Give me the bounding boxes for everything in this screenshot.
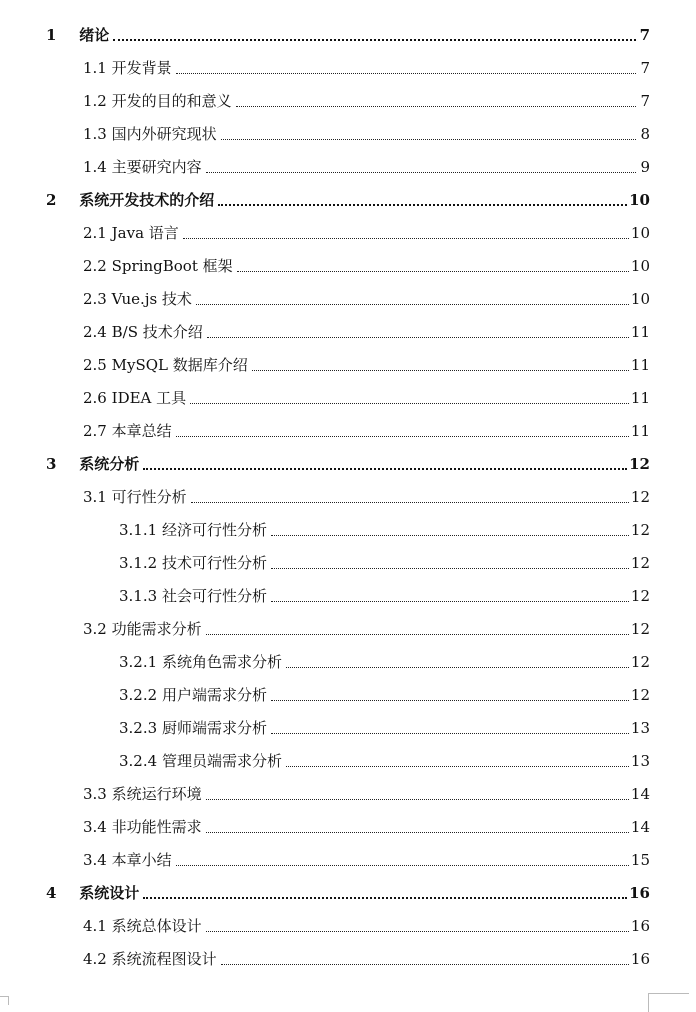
toc-entry-number: 2.6 xyxy=(83,389,107,407)
toc-entry-number: 3.2.1 xyxy=(119,653,158,671)
toc-entry-title xyxy=(83,158,204,176)
dot-leader xyxy=(176,864,629,866)
toc-entry-number: 3.2.3 xyxy=(119,719,158,737)
toc-entry-page-number: 16 xyxy=(630,917,650,935)
toc-entry-label: IDEA 工具 xyxy=(111,389,187,407)
dot-leader xyxy=(113,38,636,41)
toc-entry-title xyxy=(119,554,269,572)
toc-entry-page-number: 13 xyxy=(630,752,650,770)
toc-entry-3-4[interactable] xyxy=(83,812,650,836)
dot-leader xyxy=(237,270,629,272)
dot-leader xyxy=(206,831,629,833)
toc-entry-page-number: 16 xyxy=(629,884,650,902)
toc-entry-page-number: 11 xyxy=(630,323,650,341)
toc-entry-label: 主要研究内容 xyxy=(111,158,202,176)
toc-entry-label: 系统开发技术的介绍 xyxy=(79,191,215,209)
page-corner-mark-right xyxy=(648,993,689,1012)
toc-entry-title xyxy=(46,26,111,44)
dot-leader xyxy=(143,896,627,899)
dot-leader xyxy=(191,501,629,503)
toc-entry-title xyxy=(83,917,204,935)
toc-entry-page-number: 14 xyxy=(630,785,650,803)
toc-entry-number: 3.1.1 xyxy=(119,521,158,539)
toc-entry-label: 厨师端需求分析 xyxy=(161,719,267,737)
dot-leader xyxy=(271,534,629,536)
toc-entry-page-number: 12 xyxy=(630,521,650,539)
dot-leader xyxy=(271,600,629,602)
toc-entry-number: 1.4 xyxy=(83,158,107,176)
toc-entry-label: 系统运行环境 xyxy=(111,785,202,803)
toc-entry-3-1-3[interactable] xyxy=(119,581,650,605)
toc-entry-page-number: 8 xyxy=(640,125,650,143)
toc-entry-title xyxy=(83,422,174,440)
toc-entry-number: 1.1 xyxy=(83,59,107,77)
dot-leader xyxy=(236,105,636,107)
toc-entry-page-number: 12 xyxy=(630,620,650,638)
toc-entry-number: 3.4 xyxy=(83,851,107,869)
toc-entry-page-number: 11 xyxy=(630,422,650,440)
toc-entry-2-6[interactable] xyxy=(83,383,650,407)
toc-entry-2-7[interactable] xyxy=(83,416,650,440)
toc-entry-title xyxy=(83,257,235,275)
toc-entry-3-1-2[interactable] xyxy=(119,548,650,572)
toc-entry-number: 2 xyxy=(46,191,57,209)
toc-entry-page-number: 12 xyxy=(630,488,650,506)
toc-entry-4-2[interactable] xyxy=(83,944,650,968)
toc-entry-number: 1.2 xyxy=(83,92,107,110)
toc-entry-title xyxy=(83,290,194,308)
toc-entry-title xyxy=(83,323,205,341)
toc-entry-page-number: 12 xyxy=(630,653,650,671)
dot-leader xyxy=(286,765,629,767)
toc-entry-label: 系统设计 xyxy=(79,884,140,902)
toc-entry-page-number: 10 xyxy=(629,191,650,209)
toc-entry-3-4[interactable] xyxy=(83,845,650,869)
toc-entry-label: SpringBoot 框架 xyxy=(111,257,233,275)
toc-entry-title xyxy=(83,224,181,242)
dot-leader xyxy=(221,138,636,140)
toc-entry-label: 国内外研究现状 xyxy=(111,125,217,143)
toc-entry-3-3[interactable] xyxy=(83,779,650,803)
toc-entry-page-number: 7 xyxy=(640,92,650,110)
toc-entry-page-number: 13 xyxy=(630,719,650,737)
toc-entry-label: 技术可行性分析 xyxy=(161,554,267,572)
toc-entry-1-1[interactable] xyxy=(83,53,650,77)
toc-entry-number: 2.3 xyxy=(83,290,107,308)
toc-entry-number: 1 xyxy=(46,26,57,44)
toc-entry-number: 3.2 xyxy=(83,620,107,638)
toc-entry-label: 社会可行性分析 xyxy=(161,587,267,605)
toc-entry-title xyxy=(83,950,219,968)
toc-entry-number: 3.1.3 xyxy=(119,587,158,605)
toc-entry-number: 4.2 xyxy=(83,950,107,968)
toc-entry-label: 系统角色需求分析 xyxy=(161,653,282,671)
toc-entry-title xyxy=(83,356,250,374)
page-corner-mark-left xyxy=(0,996,9,1005)
toc-entry-3-2-1[interactable] xyxy=(119,647,650,671)
toc-entry-label: 功能需求分析 xyxy=(111,620,202,638)
toc-entry-title xyxy=(46,191,216,209)
toc-entry-2-3[interactable] xyxy=(83,284,650,308)
toc-entry-number: 3.2.4 xyxy=(119,752,158,770)
toc-entry-label: 本章总结 xyxy=(111,422,172,440)
toc-entry-3-2[interactable] xyxy=(83,614,650,638)
dot-leader xyxy=(176,72,636,74)
toc-entry-3[interactable] xyxy=(46,449,650,473)
toc-entry-label: 非功能性需求 xyxy=(111,818,202,836)
toc-entry-number: 2.4 xyxy=(83,323,107,341)
toc-entry-number: 2.5 xyxy=(83,356,107,374)
toc-entry-1-2[interactable] xyxy=(83,86,650,110)
dot-leader xyxy=(206,798,629,800)
toc-entry-page-number: 12 xyxy=(630,587,650,605)
toc-entry-page-number: 9 xyxy=(640,158,650,176)
dot-leader xyxy=(207,336,629,338)
toc-entry-label: 用户端需求分析 xyxy=(161,686,267,704)
toc-entry-number: 2.1 xyxy=(83,224,107,242)
toc-entry-1-4[interactable] xyxy=(83,152,650,176)
toc-entry-title xyxy=(119,521,269,539)
dot-leader xyxy=(221,963,629,965)
toc-entry-title xyxy=(83,620,204,638)
dot-leader xyxy=(206,930,629,932)
toc-entry-3-2-3[interactable] xyxy=(119,713,650,737)
toc-entry-label: 管理员端需求分析 xyxy=(161,752,282,770)
toc-entry-1-3[interactable] xyxy=(83,119,650,143)
toc-entry-page-number: 7 xyxy=(640,59,650,77)
toc-entry-label: 系统流程图设计 xyxy=(111,950,217,968)
toc-entry-page-number: 12 xyxy=(630,686,650,704)
toc-entry-label: 本章小结 xyxy=(111,851,172,869)
toc-entry-page-number: 10 xyxy=(630,290,650,308)
toc-entry-title xyxy=(83,389,188,407)
toc-entry-title xyxy=(46,455,141,473)
dot-leader xyxy=(183,237,629,239)
toc-entry-page-number: 11 xyxy=(630,389,650,407)
dot-leader xyxy=(206,633,629,635)
toc-entry-label: MySQL 数据库介绍 xyxy=(111,356,248,374)
toc-entry-title xyxy=(83,851,174,869)
toc-entry-3-1-1[interactable] xyxy=(119,515,650,539)
toc-entry-title xyxy=(46,884,141,902)
toc-entry-page-number: 7 xyxy=(639,26,650,44)
toc-entry-label: 系统总体设计 xyxy=(111,917,202,935)
toc-entry-number: 3.3 xyxy=(83,785,107,803)
toc-entry-title xyxy=(83,785,204,803)
dot-leader xyxy=(206,171,636,173)
toc-entry-title xyxy=(119,752,284,770)
toc-entry-title xyxy=(119,686,269,704)
toc-entry-label: 开发的目的和意义 xyxy=(111,92,232,110)
toc-entry-number: 1.3 xyxy=(83,125,107,143)
dot-leader xyxy=(218,203,627,206)
toc-entry-4-1[interactable] xyxy=(83,911,650,935)
toc-entry-title xyxy=(119,719,269,737)
toc-entry-page-number: 15 xyxy=(630,851,650,869)
dot-leader xyxy=(286,666,629,668)
toc-entry-label: Java 语言 xyxy=(111,224,179,242)
toc-entry-label: 系统分析 xyxy=(79,455,140,473)
dot-leader xyxy=(271,732,629,734)
toc-entry-2-4[interactable] xyxy=(83,317,650,341)
toc-entry-page-number: 12 xyxy=(630,554,650,572)
toc-entry-label: B/S 技术介绍 xyxy=(111,323,203,341)
toc-entry-page-number: 14 xyxy=(630,818,650,836)
toc-entry-page-number: 10 xyxy=(630,224,650,242)
dot-leader xyxy=(271,567,629,569)
toc-entry-number: 3.1 xyxy=(83,488,107,506)
toc-entry-label: 绪论 xyxy=(79,26,110,44)
dot-leader xyxy=(196,303,629,305)
toc-entry-3-1[interactable] xyxy=(83,482,650,506)
toc-entry-page-number: 16 xyxy=(630,950,650,968)
toc-entry-title xyxy=(83,92,234,110)
toc-entry-number: 4.1 xyxy=(83,917,107,935)
toc-entry-number: 3 xyxy=(46,455,57,473)
toc-entry-title xyxy=(83,125,219,143)
toc-entry-label: 可行性分析 xyxy=(111,488,187,506)
toc-entry-page-number: 10 xyxy=(630,257,650,275)
toc-entry-title xyxy=(83,59,174,77)
toc-entry-3-2-4[interactable] xyxy=(119,746,650,770)
toc-entry-title xyxy=(83,488,189,506)
toc-entry-4[interactable] xyxy=(46,878,650,902)
toc-entry-3-2-2[interactable] xyxy=(119,680,650,704)
toc-entry-title xyxy=(119,653,284,671)
dot-leader xyxy=(190,402,629,404)
toc-entry-label: Vue.js 技术 xyxy=(111,290,192,308)
toc-entry-number: 4 xyxy=(46,884,57,902)
dot-leader xyxy=(143,467,627,470)
toc-entry-2-5[interactable] xyxy=(83,350,650,374)
toc-entry-page-number: 12 xyxy=(629,455,650,473)
toc-entry-page-number: 11 xyxy=(630,356,650,374)
toc-entry-title xyxy=(119,587,269,605)
toc-entry-2-2[interactable] xyxy=(83,251,650,275)
dot-leader xyxy=(252,369,629,371)
toc-entry-2[interactable] xyxy=(46,185,650,209)
toc-entry-number: 2.2 xyxy=(83,257,107,275)
dot-leader xyxy=(271,699,629,701)
toc-entry-number: 2.7 xyxy=(83,422,107,440)
toc-entry-2-1[interactable] xyxy=(83,218,650,242)
toc-entry-number: 3.2.2 xyxy=(119,686,158,704)
toc-entry-number: 3.1.2 xyxy=(119,554,158,572)
toc-entry-number: 3.4 xyxy=(83,818,107,836)
dot-leader xyxy=(176,435,629,437)
toc-entry-label: 经济可行性分析 xyxy=(161,521,267,539)
toc-entry-1[interactable] xyxy=(46,20,650,44)
toc-entry-label: 开发背景 xyxy=(111,59,172,77)
toc-entry-title xyxy=(83,818,204,836)
